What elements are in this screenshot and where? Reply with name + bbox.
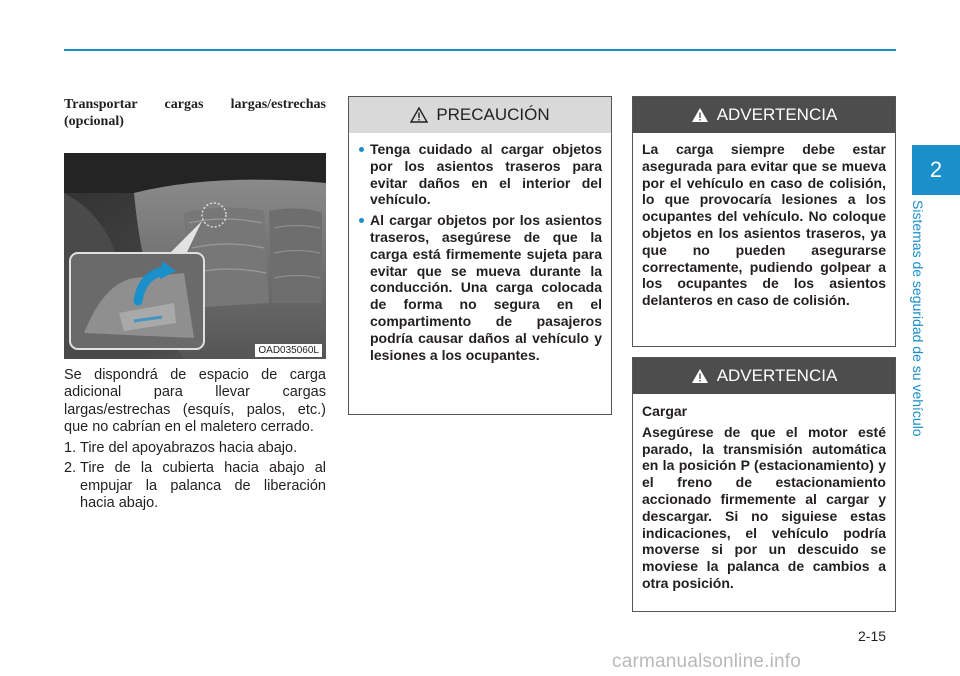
list-item: Tenga cuidado al cargar objetos por los asientos traseros para evitar daños en el interior del vehículo. — [358, 141, 602, 208]
caution-list — [358, 141, 602, 363]
warning-title-2: ADVERTENCIA — [716, 366, 838, 385]
list-item: 1. Tire del apoyabrazos hacia abajo. — [64, 440, 298, 457]
warning-text-1: La carga siempre debe estar asegurada para evitar que se mueva por el vehículo en caso de colisión, lo que provocaría lesiones a los ocupantes del vehículo. No coloque objetos en los asientos traseros, ya que no pueden asegurarse correctamente, pudiendo golpear a los ocupantes de los asientos delanteros en caso de colisión. — [642, 141, 886, 309]
caution-title: PRECAUCIÓN — [436, 105, 550, 124]
steps-list — [64, 440, 326, 512]
caution-box — [348, 96, 612, 415]
list-item: 2. Tire de la cubierta hacia abajo al empujar la palanca de liberación hacia abajo. — [64, 460, 326, 512]
warning-subtitle-2: Cargar — [642, 403, 688, 419]
figure-code: OAD035060L — [255, 344, 322, 357]
intro-paragraph: Se dispondrá de espacio de carga adicional para llevar cargas largas/estrechas (esquís, palos, etc.) que no cabrían en el maletero cerrado. — [64, 367, 326, 435]
warning-header-1 — [633, 97, 895, 133]
chapter-title: Sistemas de seguridad de su vehículo — [910, 200, 926, 437]
warning-triangle-icon — [410, 107, 428, 123]
warning-box-2 — [632, 357, 896, 612]
chapter-tab — [912, 145, 960, 195]
warning-title-1: ADVERTENCIA — [716, 105, 838, 124]
section-heading: Transportar cargas largas/estrechas (opcional) — [64, 97, 326, 129]
warning-body-1 — [633, 133, 895, 323]
warning-triangle-icon — [691, 107, 709, 123]
warning-header-2 — [633, 358, 895, 394]
list-item: Al cargar objetos por los asientos traseros, asegúrese de que la carga está firmemente sujeta para evitar que se mueva durante la conducción. Una carga colocada de forma no segura en el compartimento de pasajeros podría causar daños al vehículo y lesiones a los ocupantes. — [358, 212, 602, 363]
warning-box-1 — [632, 96, 896, 347]
rear-seat-image — [64, 153, 326, 359]
warning-text-2: Asegúrese de que el motor esté parado, la transmisión automática en la posición P (estacionamiento) y el freno de estacionamiento accionado firmemente al cargar y descargar. Si no siguiese estas indicaciones, el vehículo podría moverse si por un descuido se moviese la palanca de cambios a otra posición. — [642, 423, 886, 591]
caution-body — [349, 133, 611, 375]
watermark: carmanualsonline.info — [612, 651, 802, 672]
chapter-number: 2 — [929, 157, 943, 182]
page-number: 2-15 — [858, 628, 887, 644]
seat-illustration — [64, 153, 326, 359]
warning-body-2 — [633, 394, 895, 606]
top-rule — [64, 49, 896, 51]
warning-triangle-icon — [691, 368, 709, 384]
caution-header — [349, 97, 611, 133]
left-column — [64, 96, 326, 515]
